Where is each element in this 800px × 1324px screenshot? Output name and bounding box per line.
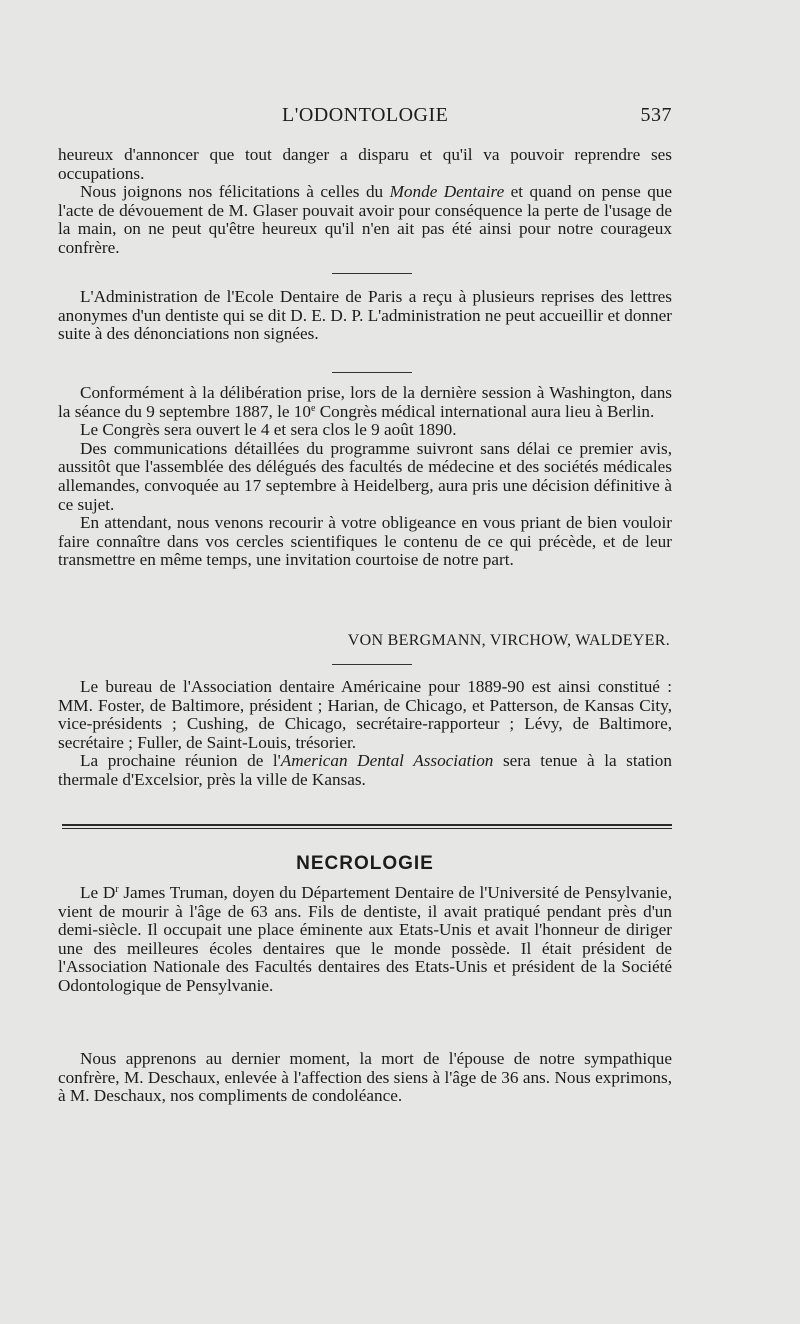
divider-line xyxy=(62,824,672,826)
running-header xyxy=(56,104,672,132)
journal-name: Monde Dentaire xyxy=(389,182,505,202)
paragraph xyxy=(58,752,672,789)
section-divider xyxy=(332,372,412,373)
obituary-truman xyxy=(58,884,672,996)
double-divider xyxy=(62,824,672,831)
obituary-deschaux xyxy=(58,1050,672,1106)
signature: VON BERGMANN, VIRCHOW, WALDEYER. xyxy=(347,632,670,649)
paragraph: Des communications détaillées du programme suivront sans délai ce premier avis, aussitôt que l'assemblée des délégués des facultés de médecine et des sociétés médicales allemandes, convoquée au 17 septembre à Heidelberg, aura pris une décision définitive à ce sujet. xyxy=(58,438,672,514)
text-run: et quand on pense que l'acte de dévouement de M. Glaser pouvait avoir pour conséquence la perte de l'usage de la main, on ne peut qu'être heureux qu'il n'en ait pas été ainsi pour notre courageux confrère. xyxy=(58,182,673,257)
section-divider xyxy=(332,273,412,274)
text-run: James Truman, doyen du Département Dentaire de l'Université de Pensylvanie, vient de mourir à l'âge de 63 ans. Fils de dentiste, il avait pratiqué pendant près d'un demi-siècle. Il occupait une place éminente aux Etats-Unis et avait l'honneur de diriger une des meilleures écoles dentaires que le monde possède. Il était président de l'Association Nationale des Facultés dentaires des Etats-Unis et président de la Société Odontologique de Pensylvanie. xyxy=(58,883,672,995)
superscript: e xyxy=(310,402,316,414)
paragraph: Le bureau de l'Association dentaire Américaine pour 1889-90 est ainsi constitué : MM. Foster, de Baltimore, président ; Harian, de Chicago, et Patterson, de Kansas City, vice-présidents ; Cushing, de Chicago, secrétaire-rapporteur ; Lévy, de Baltimore, secrétaire ; Fuller, de Saint-Louis, trésorier. xyxy=(58,677,672,752)
text-run: Congrès médical international aura lieu à Berlin. xyxy=(315,401,655,421)
paragraph xyxy=(58,884,672,996)
section-divider xyxy=(332,664,412,665)
paragraph xyxy=(58,384,672,421)
text-run: Nous joignons nos félicitations à celles du xyxy=(80,182,390,202)
paragraph xyxy=(58,183,672,257)
paragraph: En attendant, nous venons recourir à votre obligeance en vous priant de bien vouloir faire connaître dans vos cercles scientifiques le contenu de ce qui précède, et de leur transmettre en même temps, une invitation courtoise de notre part. xyxy=(58,513,672,570)
text-run: Conformément à la délibération prise, lors de la dernière session à Washington, dans la séance du 9 septembre 1887, le 10 xyxy=(58,383,672,421)
journal-title: L'ODONTOLOGIE xyxy=(282,104,449,126)
text-run: La prochaine réunion de l' xyxy=(80,751,281,771)
notice-anonymous-letters xyxy=(58,288,672,344)
text-run: Le D xyxy=(80,883,116,902)
divider-line xyxy=(62,828,672,830)
paragraph: L'Administration de l'Ecole Dentaire de Paris a reçu à plusieurs reprises des lettres anonymes d'un dentiste qui se dit D. E. D. P. L'administration ne peut accueillir et donner suite à des dénonciations non signées. xyxy=(58,287,672,344)
paragraph: heureux d'annoncer que tout danger a disparu et qu'il va pouvoir reprendre ses occupations. xyxy=(58,145,672,183)
text-run: sera tenue à la station thermale d'Excelsior, près la ville de Kansas. xyxy=(58,751,672,789)
section-heading: NECROLOGIE xyxy=(296,853,434,874)
superscript: r xyxy=(115,884,119,895)
paragraph: Le Congrès sera ouvert le 4 et sera clos le 9 août 1890. xyxy=(80,420,457,440)
page-number: 537 xyxy=(640,104,672,126)
article-continuation xyxy=(58,146,672,258)
association-name: American Dental Association xyxy=(280,751,494,771)
paragraph: Nous apprenons au dernier moment, la mort de l'épouse de notre sympathique confrère, M. Deschaux, enlevée à l'affection des siens à l'âge de 36 ans. Nous exprimons, à M. Deschaux, nos compliments de condoléance. xyxy=(58,1049,672,1106)
notice-congress xyxy=(58,384,672,570)
notice-american-association xyxy=(58,678,672,790)
